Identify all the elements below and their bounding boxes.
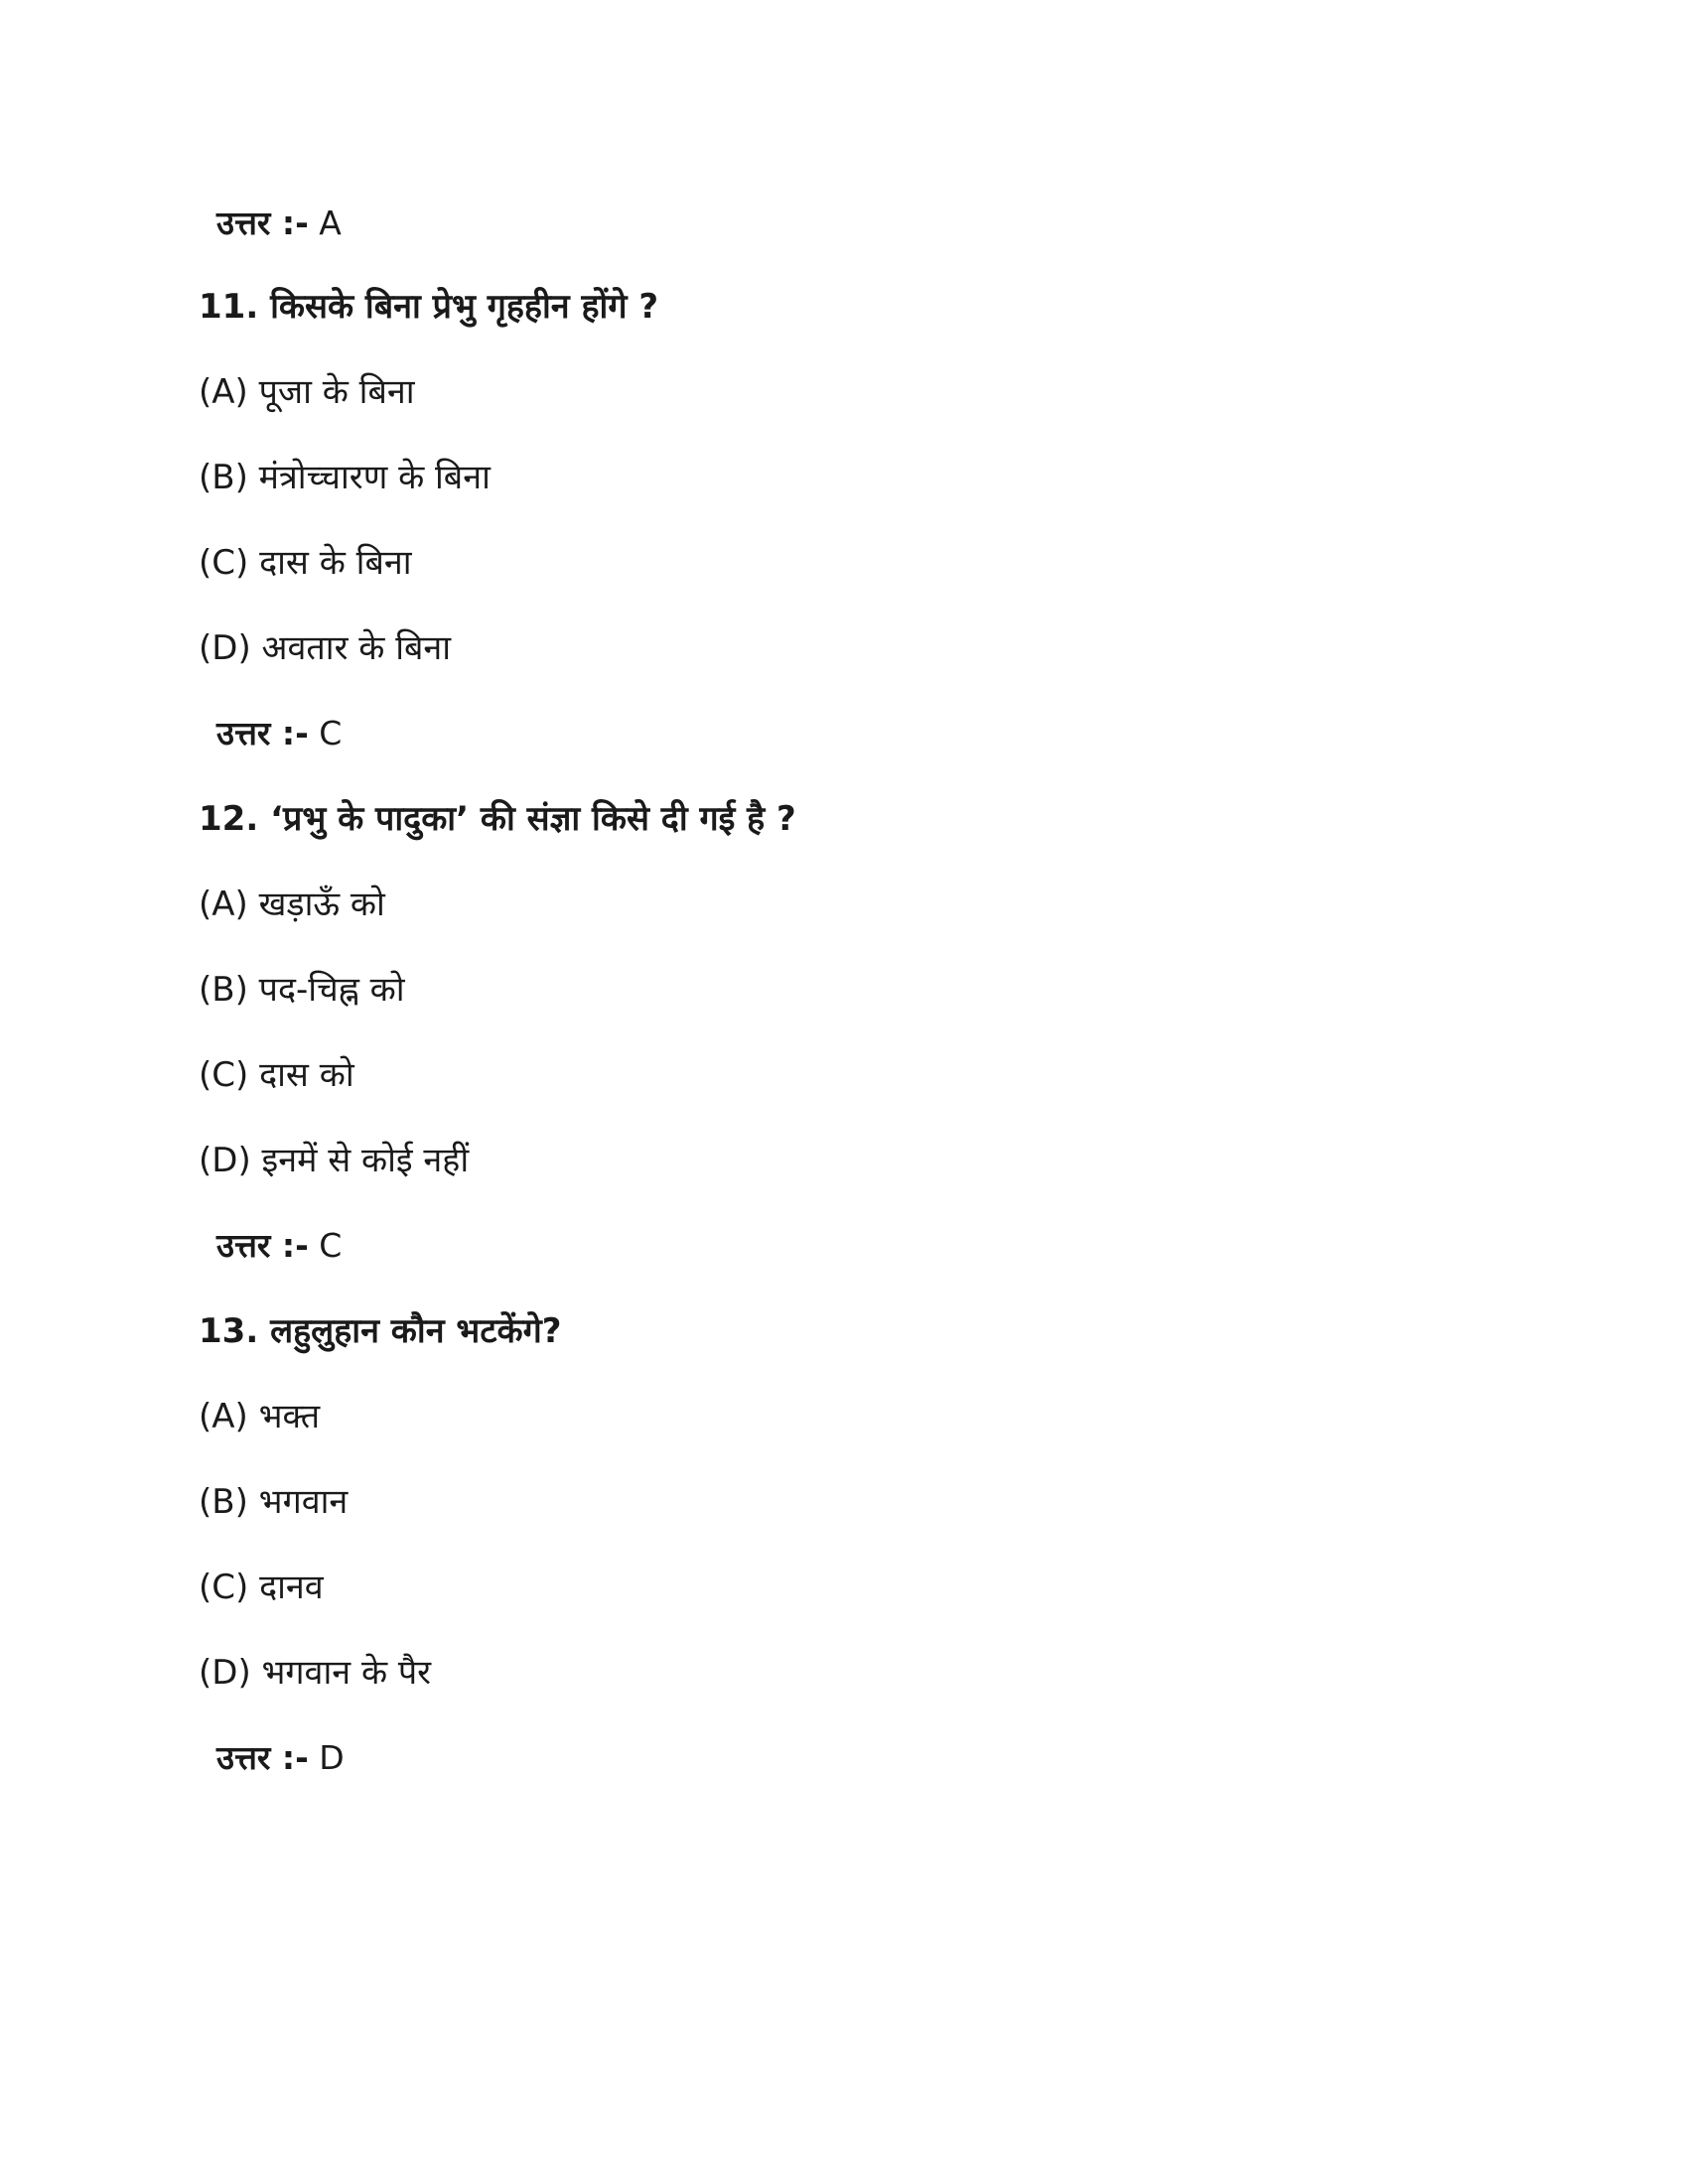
option-a: (A) भक्त [199,1397,321,1436]
answer-line [216,1226,343,1265]
option-c: (C) दास के बिना [199,543,412,583]
answer-label: उत्तर :- [216,714,309,752]
option-d: (D) अवतार के बिना [199,628,452,668]
option-c: (C) दानव [199,1568,324,1607]
option-b: (B) भगवान [199,1482,349,1522]
answer-value: C [319,1226,343,1265]
question-text: 11. किसके बिना प्रेभु गृहहीन होंगे ? [199,287,659,327]
option-a: (A) पूजा के बिना [199,372,415,412]
question-text: 12. ‘प्रभु के पादुका’ की संज्ञा किसे दी गई है ? [199,799,796,839]
answer-value: A [319,204,342,242]
option-d: (D) भगवान के पैर [199,1653,432,1693]
answer-line [216,204,342,242]
answer-line [216,714,343,752]
question-text: 13. लहुलुहान कौन भटकेंगे? [199,1311,562,1351]
option-d: (D) इनमें से कोई नहीं [199,1141,470,1180]
option-c: (C) दास को [199,1055,354,1095]
answer-label: उत्तर :- [216,1738,309,1777]
option-b: (B) मंत्रोच्चारण के बिना [199,458,491,497]
answer-line [216,1738,345,1777]
answer-value: C [319,714,343,752]
option-b: (B) पद-चिह्न को [199,970,405,1010]
answer-label: उत्तर :- [216,204,309,242]
answer-label: उत्तर :- [216,1226,309,1265]
option-a: (A) खड़ाऊँ को [199,885,385,924]
answer-value: D [319,1738,345,1777]
